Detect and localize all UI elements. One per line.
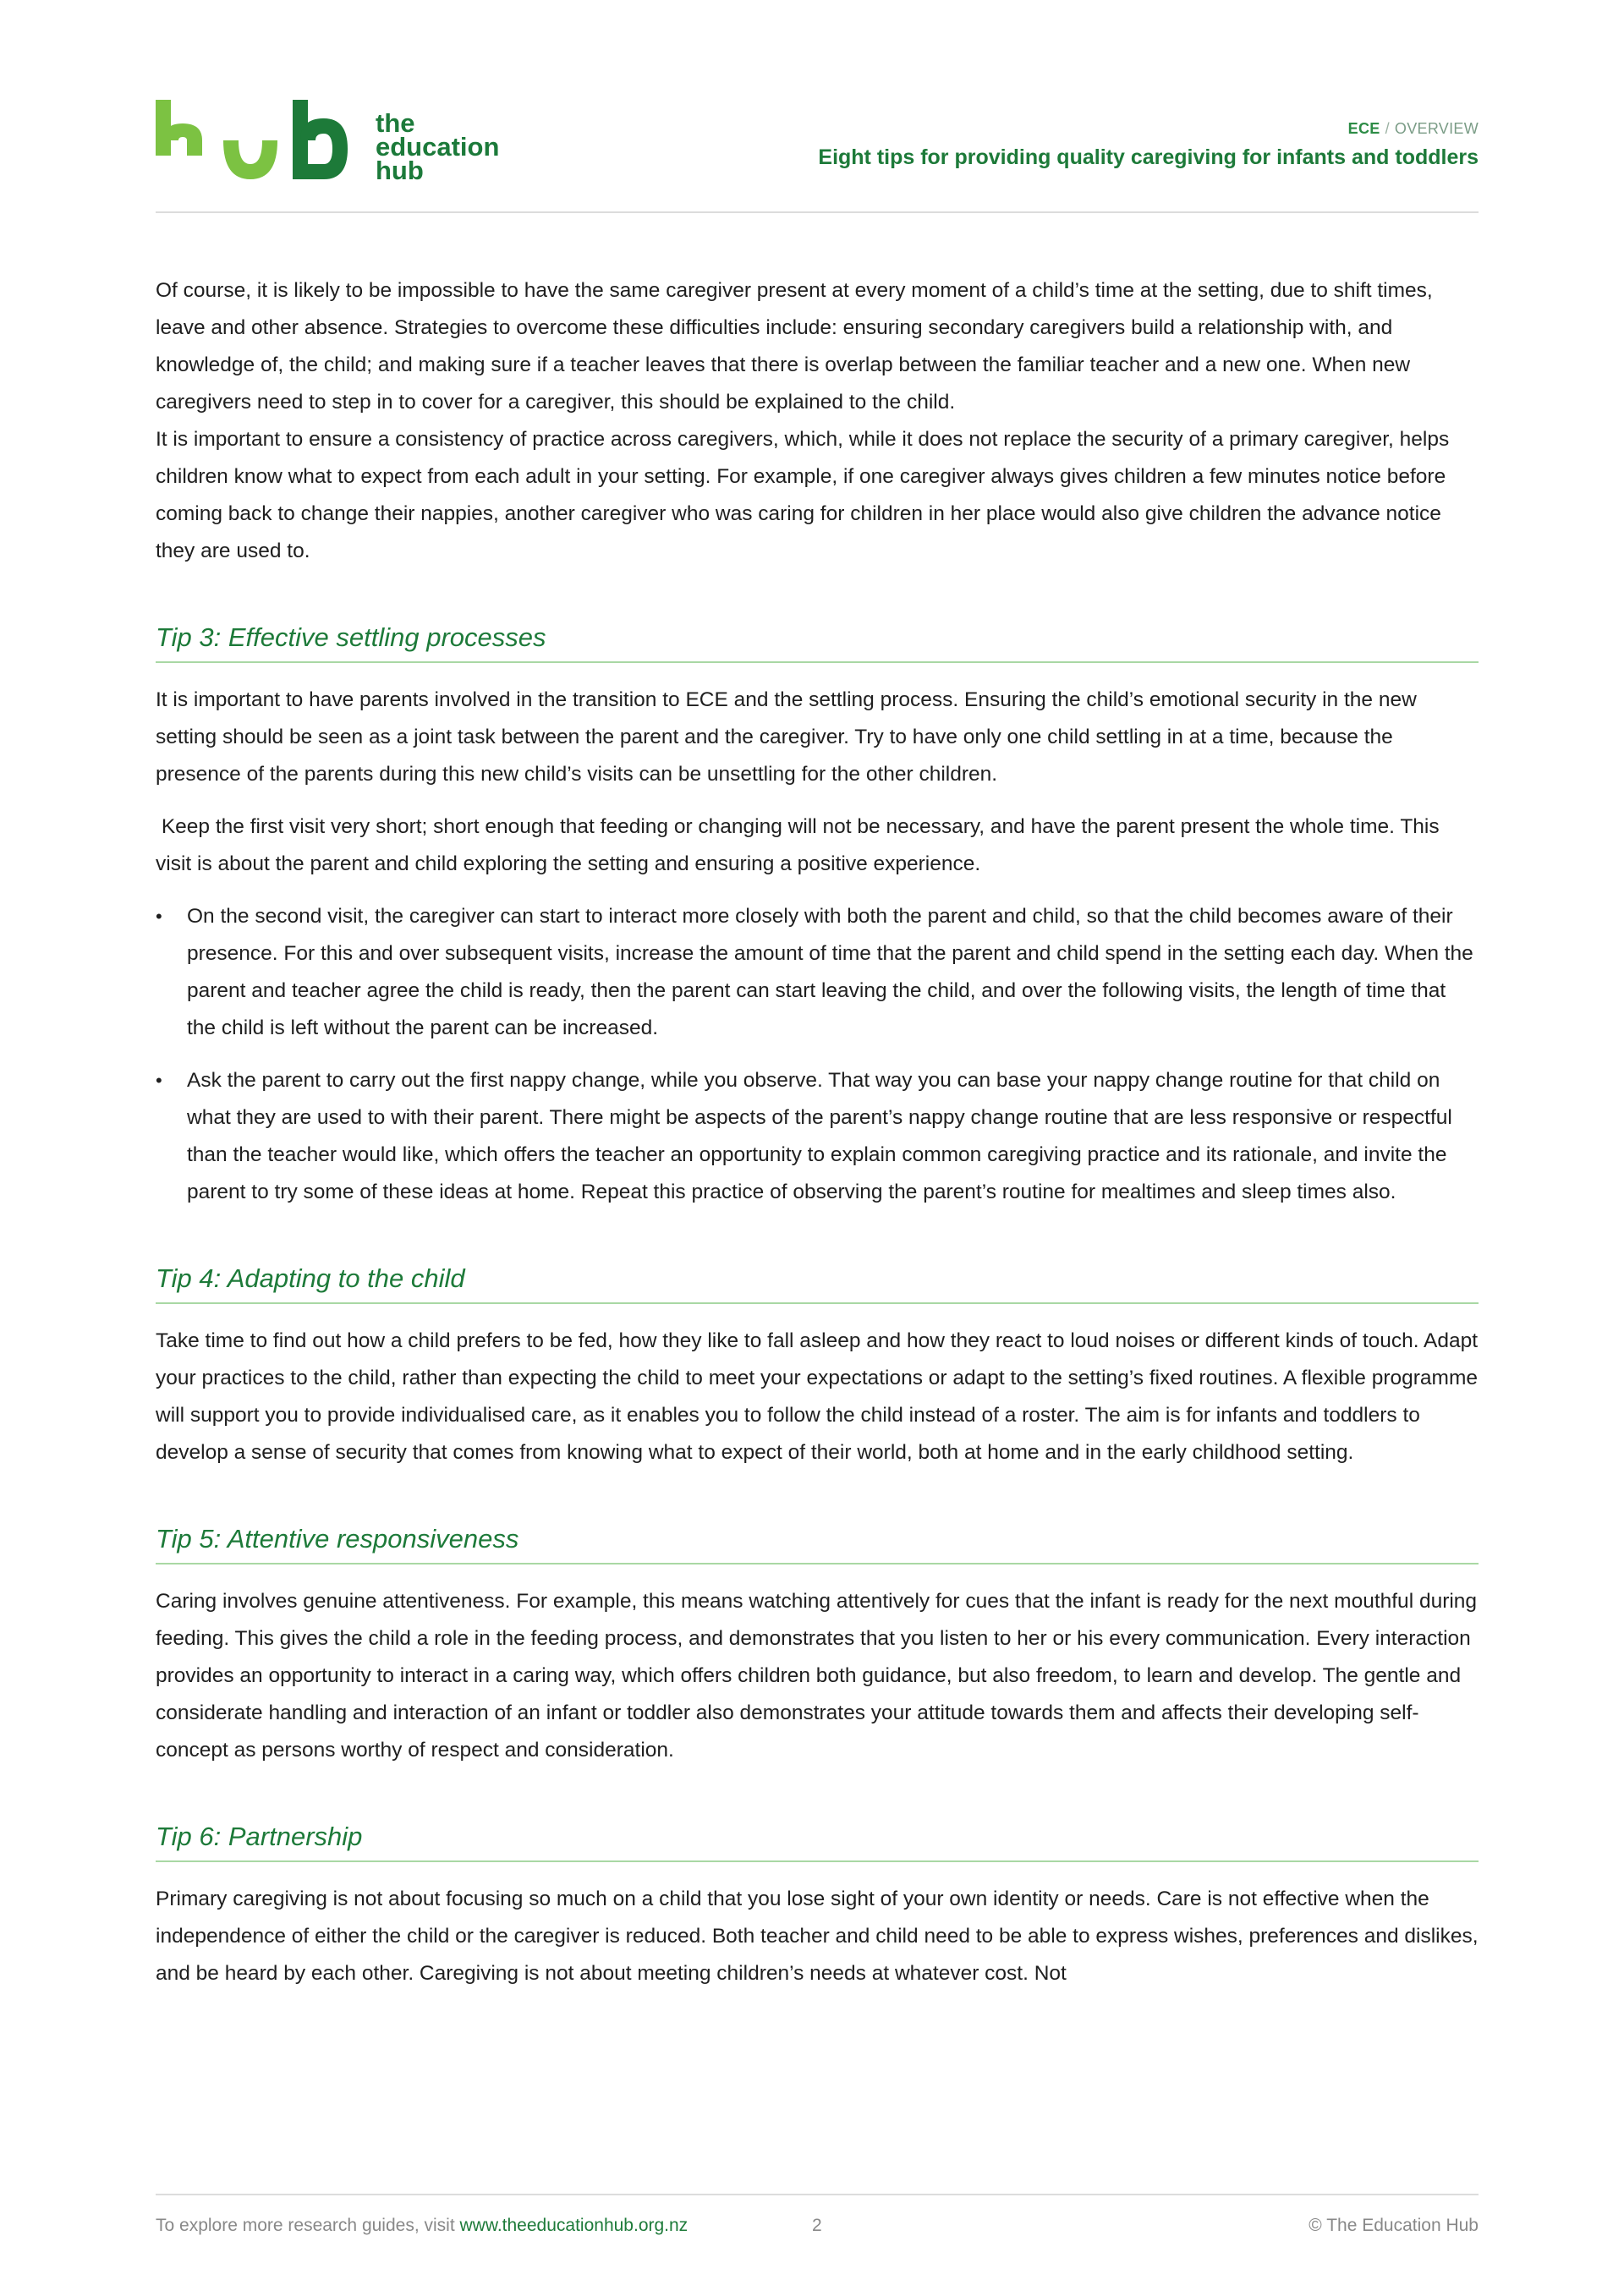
tip-6-heading: Tip 6: Partnership [156,1820,1479,1862]
logo-wordmark [376,108,500,185]
tip-3-bullet-list [156,898,1479,1211]
footer-website-link[interactable]: www.theeducationhub.org.nz [459,2216,689,2235]
page-footer [156,2194,1479,2255]
footer-promo [156,2216,688,2236]
footer-copyright: © The Education Hub [1309,2216,1479,2235]
breadcrumb [1348,120,1479,138]
logo-line: the [376,108,415,138]
education-hub-logo [156,93,511,186]
breadcrumb-section[interactable]: ECE [1347,120,1380,137]
logo-line: hub [376,156,424,185]
section-tip-3 [156,621,1479,1211]
section-tip-5 [156,1522,1479,1769]
breadcrumb-separator: / [1385,120,1390,137]
tip-5-heading: Tip 5: Attentive responsiveness [156,1522,1479,1564]
hub-logo-mark [156,93,367,186]
bullet-icon: • [156,906,162,927]
footer-promo-text: To explore more research guides, visit [156,2216,460,2235]
list-item [156,1062,1479,1211]
tip-5-paragraph: Caring involves genuine attentiveness. For example, this means watching attentively for cues that the infant is ready for the next mouthful during feeding. This gives the child a role in the feeding process, and demonstrates that you listen to her or his every communication. Every interaction provides an opportunity to interact in a caring way, which offers children both guidance, but also freedom, to learn and develop. The gentle and considerate handling and interaction of an infant or toddler also demonstrates your attitude towards them and affects their developing self-concept as persons worthy of respect and consideration. [156,1590,1478,1762]
intro-paragraph-1: Of course, it is likely to be impossible to have the same caregiver present at every moment of a child’s time at the setting, due to shift times, leave and other absence. Strategies to overcome these difficulties include: ensuring secondary caregivers build a relationship with, and knowledge of, the child; and making sure if a teacher leaves that there is overlap between the familiar teacher and a new one. When new caregivers need to step in to cover for a caregiver, this should be explained to the child. [156,279,1433,414]
bullet-icon: • [156,1070,162,1091]
logo-line: education [376,132,500,162]
section-tip-4 [156,1262,1479,1471]
list-item [156,898,1479,1047]
tip-3-paragraph-2: Keep the first visit very short; short enough that feeding or changing will not be necessary, and have the parent present the whole time. This visit is about the parent and child exploring the setting and ensuring a positive experience. [156,815,1446,875]
main-content [156,272,1479,1992]
tip-4-paragraph: Take time to find out how a child prefers to be fed, how they like to fall asleep and how they react to loud noises or different kinds of touch. Adapt your practices to the child, rather than expecting the child to meet your expectations or adapt to the setting’s fixed routines. A flexible programme will support you to provide individualised care, as it enables you to follow the child instead of a roster. The aim is for infants and toddlers to develop a sense of security that comes from knowing what to expect of their world, both at home and in the early childhood setting. [156,1329,1479,1464]
tip-6-paragraph: Primary caregiving is not about focusing so much on a child that you lose sight of your own identity or needs. Care is not effective when the independence of either the child or the caregiver is reduced. Both teacher and child need to be able to express wishes, preferences and dislikes, and be heard by each other. Caregiving is not about meeting children’s needs at whatever cost. Not [156,1888,1479,1985]
tip-4-heading: Tip 4: Adapting to the child [156,1262,1479,1304]
intro-paragraph-2: It is important to ensure a consistency of practice across caregivers, which, while it does not replace the security of a primary caregiver, helps children know what to expect from each adult in your setting. For example, if one caregiver always gives children a few minutes notice before coming back to change their nappies, another caregiver who was caring for children in her place would also give children the advance notice they are used to. [156,428,1450,562]
list-item-text: On the second visit, the caregiver can start to interact more closely with both the parent and child, so that the child becomes aware of their presence. For this and over subsequent visits, increase the amount of time that the parent and child spend in the setting each day. When the parent and teacher agree the child is ready, then the parent can start leaving the child, and over the following visits, the length of time that the child is left without the parent can be increased. [187,905,1473,1039]
list-item-text: Ask the parent to carry out the first nappy change, while you observe. That way you can base your nappy change routine for that child on what they are used to with their parent. There might be aspects of the parent’s nappy change routine that are less responsive or respectful than the teacher would like, which offers the teacher an opportunity to explain common caregiving practice and its rationale, and invite the parent to try some of these ideas at home. Repeat this practice of observing the parent’s routine for mealtimes and sleep times also. [187,1069,1452,1203]
page-number: 2 [812,2216,822,2235]
page-header [156,85,1479,213]
tip-3-heading: Tip 3: Effective settling processes [156,621,1479,663]
breadcrumb-page[interactable]: OVERVIEW [1394,120,1479,137]
section-tip-6 [156,1820,1479,1992]
tip-3-paragraph-1: It is important to have parents involved in the transition to ECE and the settling process. Ensuring the child’s emotional security in the new setting should be seen as a joint task between the parent and the caregiver. Try to have only one child settling in at a time, because the presence of the parents during this new child’s visits can be unsettling for the other children. [156,688,1417,786]
document-page [156,0,1479,2296]
document-title: Eight tips for providing quality caregiving for infants and toddlers [818,145,1479,169]
